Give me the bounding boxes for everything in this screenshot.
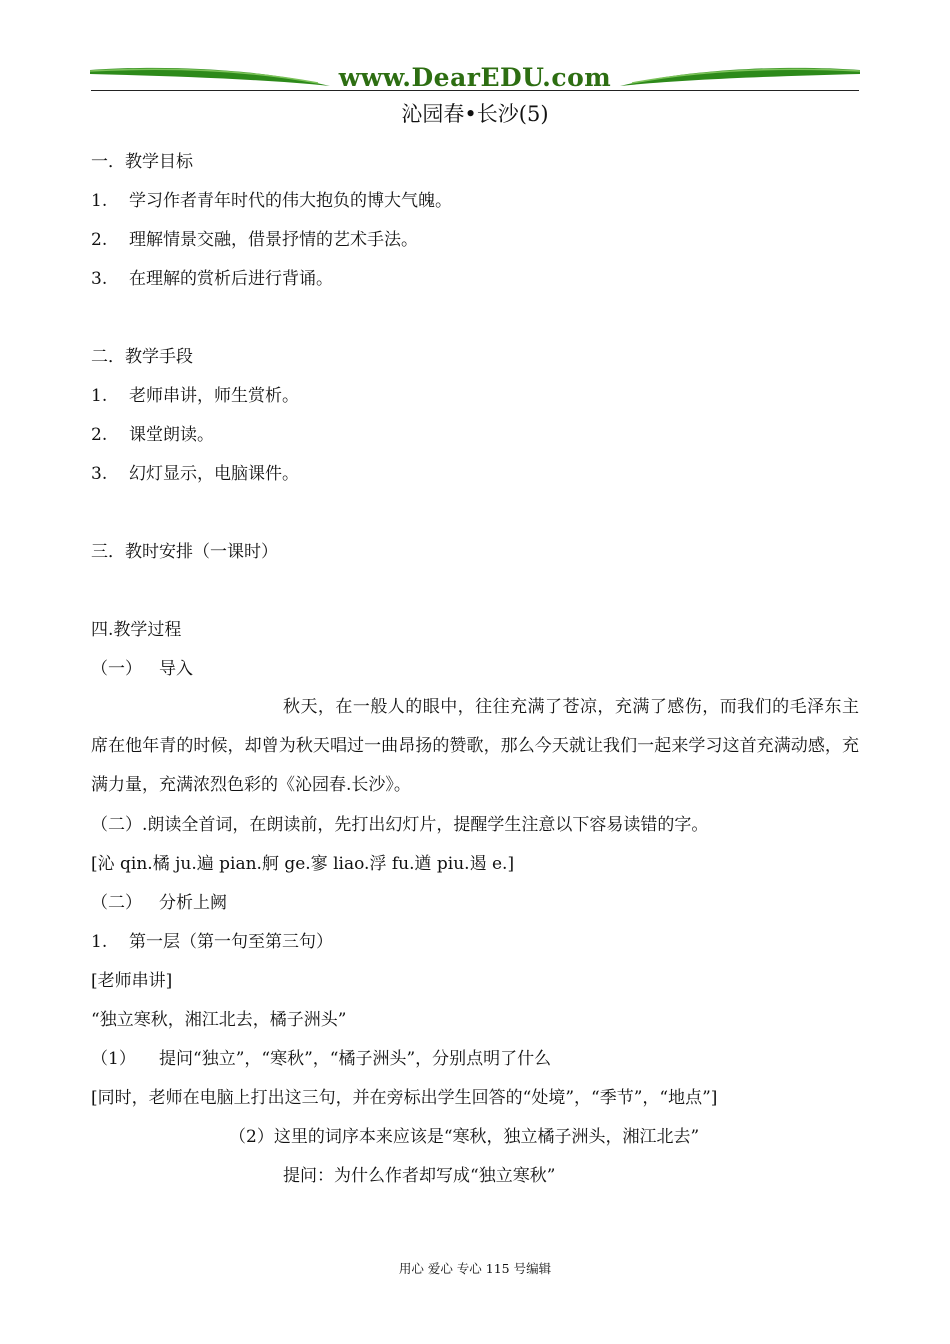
- goal-item-text: 学习作者青年时代的伟大抱负的博大气魄。: [129, 191, 452, 211]
- header-divider: [91, 90, 859, 91]
- goal-item-number: 1.: [91, 191, 108, 211]
- goal-item: [91, 267, 333, 291]
- question-1-tag: （1）: [91, 1049, 136, 1069]
- method-item-number: 3.: [91, 464, 108, 484]
- method-item: [91, 423, 214, 447]
- goal-item: [91, 189, 452, 213]
- intro-subheading: [91, 657, 193, 681]
- goal-item-number: 2.: [91, 230, 108, 250]
- analysis-tag: （二）: [91, 893, 142, 913]
- layer-number: 1.: [91, 932, 108, 952]
- goal-item-number: 3.: [91, 269, 108, 289]
- method-item-text: 老师串讲，师生赏析。: [129, 386, 299, 406]
- page-title: 沁园春•长沙(5): [401, 102, 549, 126]
- question-1: [91, 1047, 551, 1071]
- question-3: 提问：为什么作者却写成“独立寒秋”: [283, 1166, 556, 1186]
- computer-note: [同时，老师在电脑上打出这三句，并在旁标出学生回答的“处境”，“季节”，“地点”]: [91, 1088, 718, 1108]
- teacher-note: [老师串讲]: [91, 971, 173, 991]
- intro-tag: （一）: [91, 659, 142, 679]
- reading-instruction: （二）.朗读全首词，在朗读前，先打出幻灯片，提醒学生注意以下容易读错的字。: [91, 815, 709, 835]
- goal-item-text: 在理解的赏析后进行背诵。: [129, 269, 333, 289]
- method-item: [91, 384, 299, 408]
- method-item-number: 1.: [91, 386, 108, 406]
- question-2: （2）这里的词序本来应该是“寒秋，独立橘子洲头，湘江北去”: [229, 1127, 700, 1147]
- method-item-number: 2.: [91, 425, 108, 445]
- methods-heading: 二．教学手段: [91, 347, 193, 367]
- method-item-text: 课堂朗读。: [129, 425, 214, 445]
- process-heading: 四.教学过程: [91, 620, 182, 640]
- layer-heading: [91, 930, 333, 954]
- page-footer: 用心 爱心 专心 115 号编辑: [398, 1261, 552, 1276]
- schedule-heading: 三．教时安排（一课时）: [91, 542, 278, 562]
- analysis-label: 分析上阙: [159, 893, 227, 913]
- method-item-text: 幻灯显示，电脑课件。: [129, 464, 299, 484]
- goals-heading: 一．教学目标: [91, 152, 193, 172]
- question-1-text: 提问“独立”，“寒秋”，“橘子洲头”，分别点明了什么: [159, 1049, 552, 1069]
- pronunciation-list: [沁 qin.橘 ju.遍 pian.舸 ge.寥 liao.浮 fu.遒 piu.遏 e.]: [91, 854, 515, 874]
- goal-item: [91, 228, 418, 252]
- layer-text: 第一层（第一句至第三句）: [129, 932, 333, 952]
- banner-logo-text[interactable]: www.DearEDU.com: [338, 63, 612, 92]
- goal-item-text: 理解情景交融，借景抒情的艺术手法。: [129, 230, 418, 250]
- intro-label: 导入: [159, 659, 193, 679]
- method-item: [91, 462, 299, 486]
- analysis-subheading: [91, 891, 227, 915]
- intro-paragraph: 秋天，在一般人的眼中，往往充满了苍凉，充满了感伤，而我们的毛泽东主席在他年青的时候，却曾为秋天唱过一曲昂扬的赞歌，那么今天就让我们一起来学习这首充满动感，充满力量，充满浓烈色彩的《沁园春.长沙》。: [91, 697, 859, 795]
- poem-quote: “独立寒秋，湘江北去，橘子洲头”: [91, 1010, 347, 1030]
